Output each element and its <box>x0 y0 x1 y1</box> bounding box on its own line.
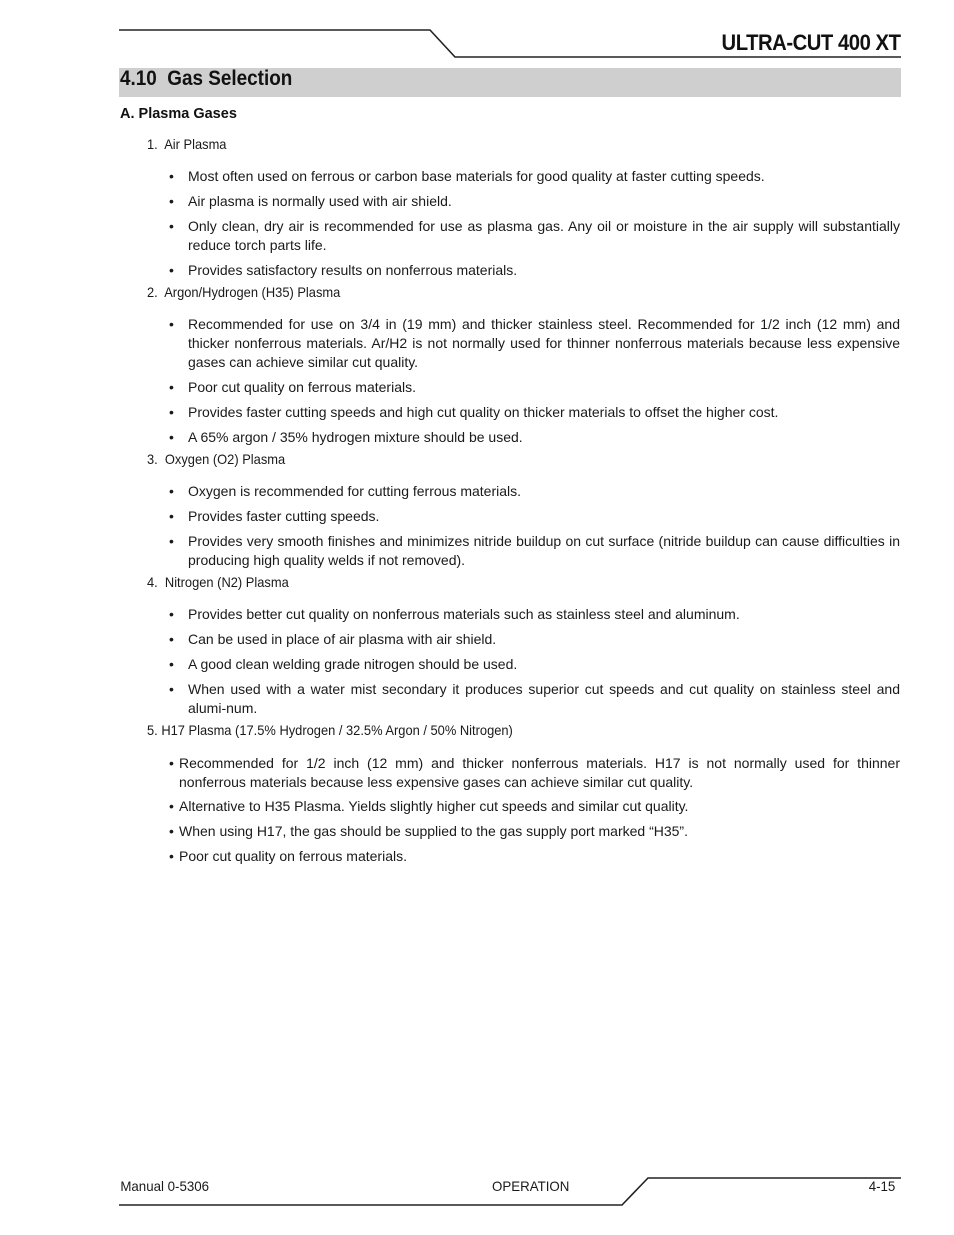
footer-page-number: 4-15 <box>868 1178 896 1194</box>
bullet-icon: • <box>169 262 174 278</box>
bullet-icon: • <box>169 193 174 209</box>
footer-manual-number: Manual 0-5306 <box>120 1178 210 1194</box>
bullet-icon: • <box>169 483 174 499</box>
bullet-icon: • <box>169 316 174 332</box>
section-title: 4.10 Gas Selection <box>120 67 293 90</box>
bullet-icon: • <box>169 681 174 697</box>
bullet-icon: • <box>169 404 174 420</box>
bullet-icon: • <box>169 798 174 814</box>
bullet-icon: • <box>169 429 174 445</box>
bullet-icon: • <box>169 631 174 647</box>
item-title-nitrogen: 4. Nitrogen (N2) Plasma <box>147 574 289 590</box>
bullet-icon: • <box>169 823 174 839</box>
item-title-h17: 5. H17 Plasma (17.5% Hydrogen / 32.5% Argon / 50% Nitrogen) <box>147 722 513 738</box>
bullet-icon: • <box>169 379 174 395</box>
bullet-icon: • <box>169 218 174 234</box>
bullet-icon: • <box>169 508 174 524</box>
bullet-icon: • <box>169 533 174 549</box>
bullet-icon: • <box>169 656 174 672</box>
footer-section-name: OPERATION <box>492 1178 570 1194</box>
bullet-icon: • <box>169 606 174 622</box>
bullet-icon: • <box>169 755 174 771</box>
item-title-oxygen: 3. Oxygen (O2) Plasma <box>147 451 286 467</box>
item-title-air-plasma: 1. Air Plasma <box>147 136 227 152</box>
bullet-icon: • <box>169 848 174 864</box>
item-title-argon-hydrogen: 2. Argon/Hydrogen (H35) Plasma <box>147 284 341 300</box>
bullet-icon: • <box>169 168 174 184</box>
subsection-title: A. Plasma Gases <box>120 106 237 122</box>
document-title: ULTRA-CUT 400 XT <box>721 30 900 55</box>
